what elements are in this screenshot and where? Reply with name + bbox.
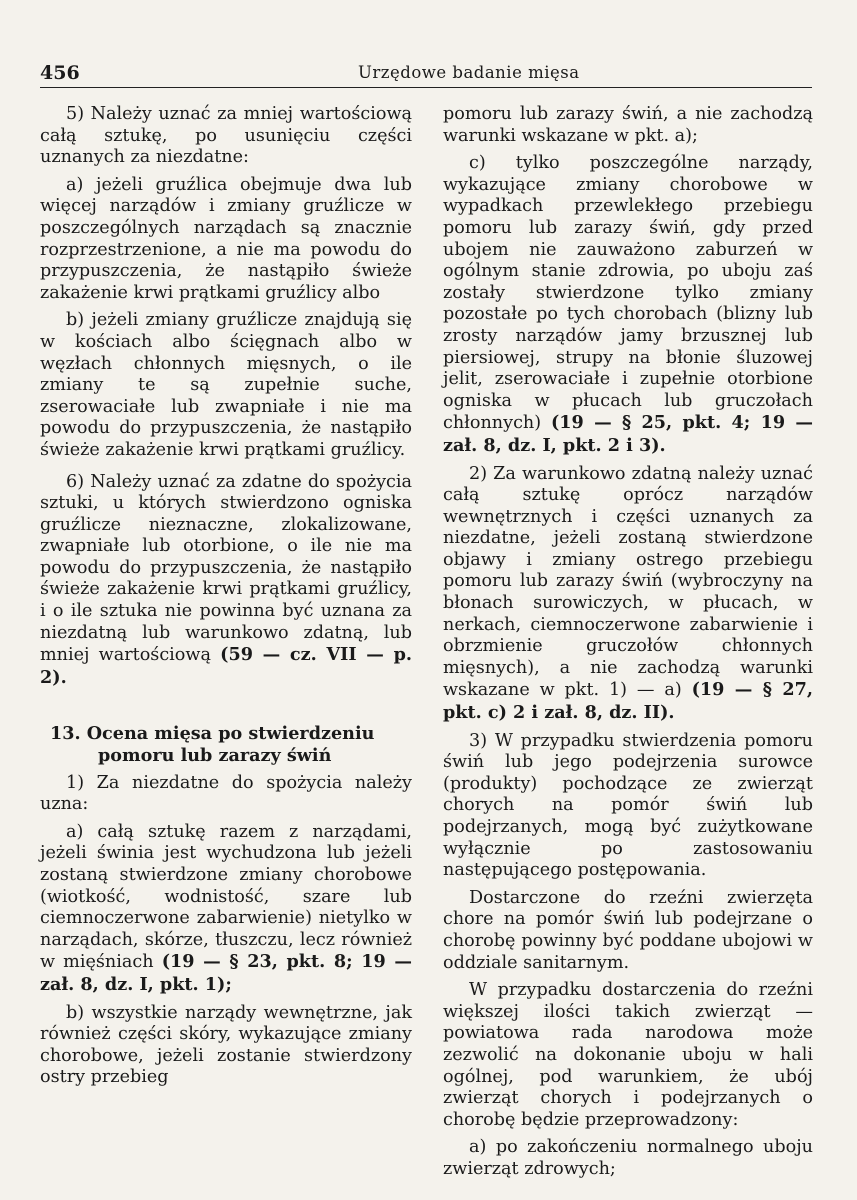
running-title: Urzędowe badanie mięsa xyxy=(358,63,580,82)
legal-reference: (19 — § 27, pkt. c) 2 i zał. 8, dz. II). xyxy=(443,679,813,724)
paragraph: 1) Za niezdatne do spożycia należy uzna: xyxy=(40,772,412,815)
right-column xyxy=(443,104,813,1181)
paragraph: b) jeżeli zmiany gruźlicze znajdują się w kościach albo ścięgnach albo w węzłach chłonnych mięsnych, o ile zmiany te są zupełnie suche, zserowaciałe lub zwapniałe i nie ma powodu do przypuszczenia, że nastąpiło świeże zakażenie krwi prątkami gruźlicy. xyxy=(40,310,412,460)
header-rule xyxy=(40,87,812,88)
page-header xyxy=(40,62,810,86)
page-number: 456 xyxy=(40,62,80,84)
legal-reference: (19 — § 25, pkt. 4; 19 — zał. 8, dz. I, pkt. 2 i 3). xyxy=(443,412,813,456)
paragraph-text: c) tylko poszczególne narządy, wykazujące zmiany chorobowe w wypadkach przewlekłego przebiegu pomoru lub zarazy świń, gdy przed ubojem nie zauważono zaburzeń w ogólnym stanie zdrowia, po uboju zaś zostały stwierdzone tylko zmiany pozostałe po tych chorobach (blizny lub zrosty narządów jamy brzusznej lub piersiowej, strupy na błonie śluzowej jelit, zserowaciałe i zupełnie otorbione ogniska w płucach lub gruczołach chłonnych) xyxy=(443,153,813,434)
paragraph: 3) W przypadku stwierdzenia pomoru świń lub jego podejrzenia surowce (produkty) pochodzące ze zwierząt chorych na pomór świń lub podejrzanych, mogą być zużytkowane wyłącznie po zastosowaniu następującego postępowania. xyxy=(443,730,813,881)
left-column xyxy=(40,104,412,1089)
section-heading: 13. Ocena mięsa po stwierdzeniu pomoru lub zarazy świń xyxy=(50,723,375,767)
paragraph xyxy=(443,153,813,457)
legal-reference: (59 — cz. VII — p. 2). xyxy=(40,644,412,688)
paragraph: b) wszystkie narządy wewnętrzne, jak również części skóry, wykazujące zmiany chorobowe, jeżeli zostanie stwierdzony ostry przebieg xyxy=(40,1002,412,1088)
paragraph xyxy=(40,472,412,690)
paragraph-text: 2) Za warunkowo zdatną należy uznać całą sztukę oprócz narządów wewnętrznych i części uznanych za niezdatne, jeżeli zostaną stwierdzone objawy i zmiany ostrego przebiegu pomoru lub zarazy świń (wybroczyny na błonach surowiczych, w płucach, w nerkach, ciemnoczerwone zabarwienie i obrzmienie gruczołów chłonnych mięsnych), a nie zachodzą warunki wskazane w pkt. 1) — a) xyxy=(443,463,813,701)
paragraph: a) jeżeli gruźlica obejmuje dwa lub więcej narządów i zmiany gruźlicze w poszczególnych narządach są znacznie rozprzestrzenione, a nie ma powodu do przypuszczenia, że nastąpiło świeże zakażenie krwi prątkami gruźlicy albo xyxy=(40,174,412,303)
paragraph xyxy=(40,822,412,997)
paragraph: W przypadku dostarczenia do rzeźni większej ilości takich zwierząt — powiatowa rada narodowa może zezwolić na dokonanie uboju w hali ogólnej, pod warunkiem, że ubój zwierząt chorych i podejrzanych o chorobę będzie przeprowadzony: xyxy=(443,980,813,1130)
paragraph xyxy=(443,464,813,725)
paragraph: pomoru lub zarazy świń, a nie zachodzą warunki wskazane w pkt. a); xyxy=(443,104,813,146)
paragraph: 5) Należy uznać za mniej wartościową całą sztukę, po usunięciu części uznanych za niezdatne: xyxy=(40,104,412,168)
paragraph: a) po zakończeniu normalnego uboju zwierząt zdrowych; xyxy=(443,1137,813,1179)
paragraph-text: a) całą sztukę razem z narządami, jeżeli świnia jest wychudzona lub jeżeli zostaną stwierdzone zmiany chorobowe (wiotkość, wodnistość, szare lub ciemnoczerwone zabarwienie) nietylko w narządach, skórze, tłuszczu, lecz również w mięśniach xyxy=(40,821,412,973)
paragraph-text: 6) Należy uznać za zdatne do spożycia sztuki, u których stwierdzono ogniska gruźlicze nieznaczne, zlokalizowane, zwapniałe lub otorbione, o ile nie ma powodu do przypuszczenia, że nastąpiło świeże zakażenie krwi prątkami gruźlicy, i o ile sztuka nie powinna być uznana za niezdatną lub warunkowo zdatną, lub mniej wartościową xyxy=(40,471,412,666)
legal-reference: (19 — § 23, pkt. 8; 19 — zał. 8, dz. I, pkt. 1); xyxy=(40,951,412,995)
paragraph: Dostarczone do rzeźni zwierzęta chore na pomór świń lub podejrzane o chorobę powinny być poddane ubojowi w oddziale sanitarnym. xyxy=(443,887,813,973)
